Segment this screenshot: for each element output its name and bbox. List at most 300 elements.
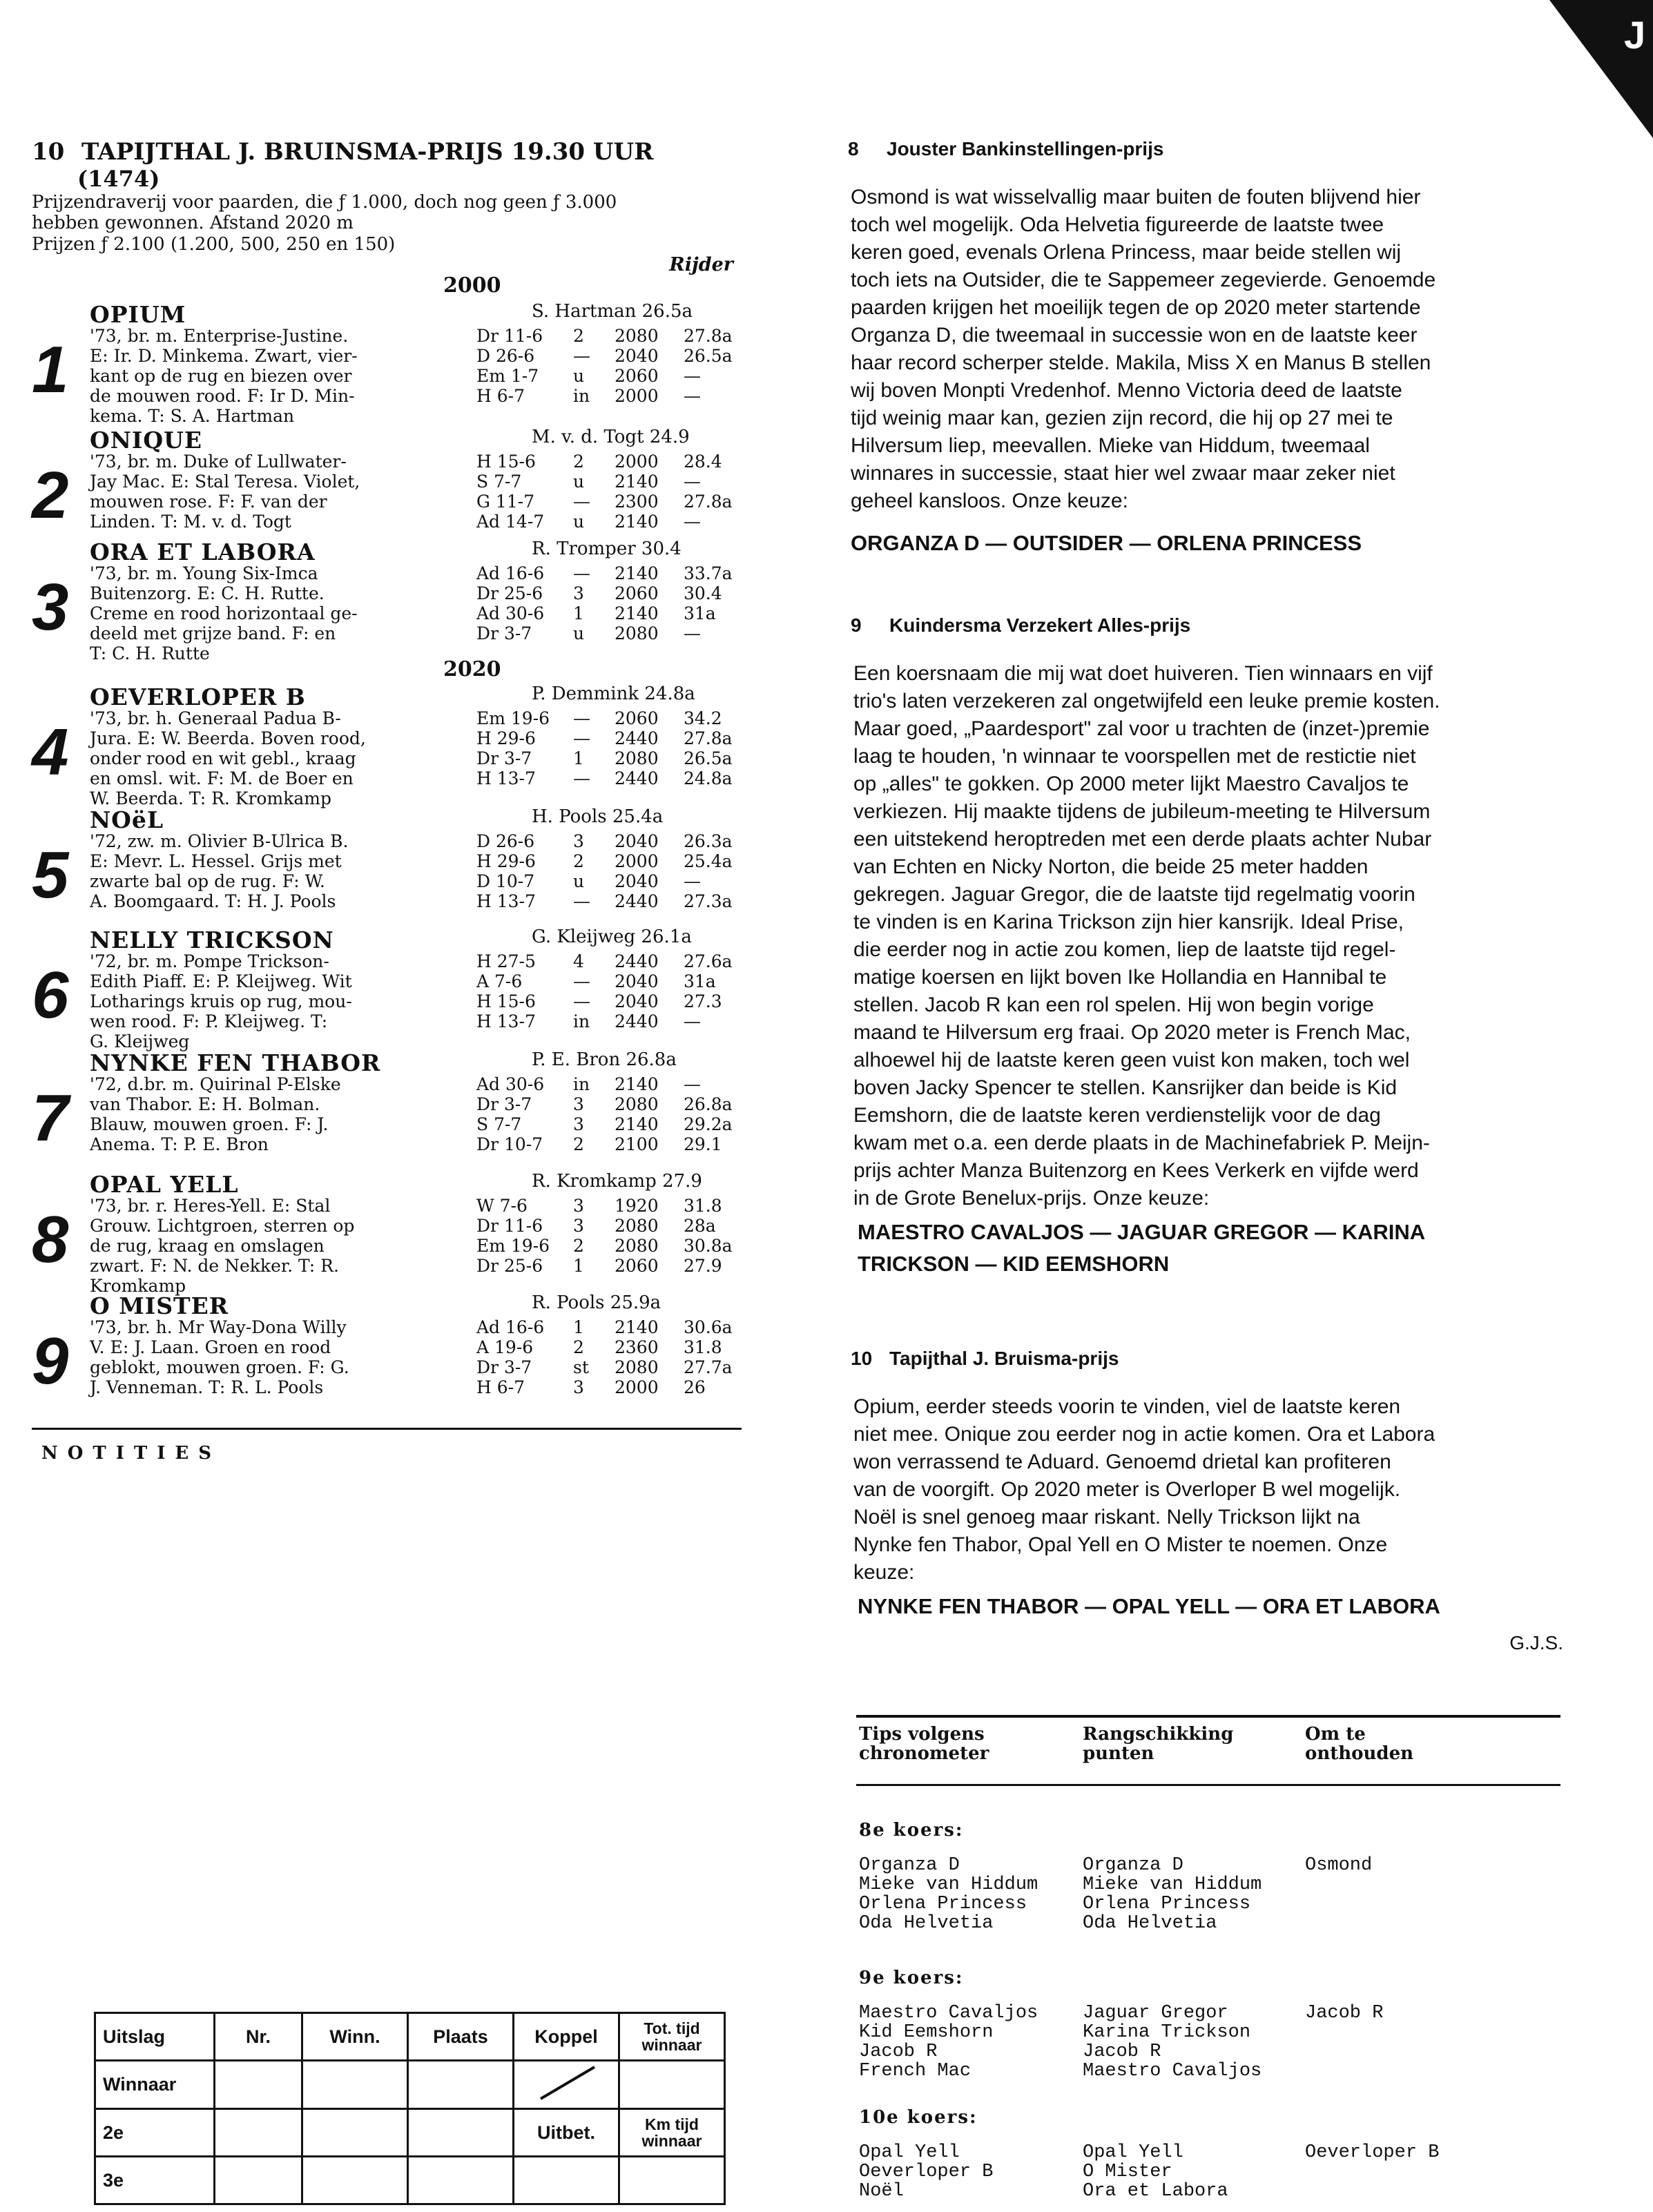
run-distance: 2140 bbox=[615, 1074, 659, 1094]
description-line: J. Venneman. T: R. L. Pools bbox=[90, 1377, 324, 1397]
text-line: in de Grote Benelux-prijs. Onze keuze: bbox=[853, 1187, 1210, 1210]
result-cell[interactable] bbox=[215, 2061, 302, 2109]
result-cell[interactable] bbox=[302, 2061, 408, 2109]
run-place: u bbox=[573, 366, 585, 386]
text-line: toch iets na Outsider, die te Sappemeer zegevierde. Genoemde bbox=[851, 269, 1436, 291]
tips-entry: Mieke van Hiddum bbox=[1083, 1874, 1262, 1895]
tip-section-text bbox=[853, 1393, 1435, 1587]
description-line: A. Boomgaard. T: H. J. Pools bbox=[90, 891, 336, 911]
run-time: 34.2 bbox=[684, 708, 722, 728]
run-time: 29.2a bbox=[684, 1114, 733, 1134]
text-line: paarden krijgen het moeilijk tegen de op 2020 meter startende bbox=[851, 296, 1421, 319]
horse-number: 8 bbox=[32, 1203, 69, 1277]
pick-line: TRICKSON — KID EEMSHORN bbox=[858, 1252, 1170, 1276]
text-line: keren goed, evenals Orlena Princess, maar beide stellen wij bbox=[851, 241, 1402, 264]
rijder-label: Rijder bbox=[669, 254, 733, 275]
run-time: 27.9 bbox=[684, 1256, 722, 1276]
text-line: alhoewel hij de laatste keren geen vuist kon maken, toch wel bbox=[853, 1049, 1410, 1071]
text-line: tijd weinig maar kan, gezien zijn record, die hij op 27 mei te bbox=[851, 407, 1393, 429]
result-km-tijd-label: Km tijd winnaar bbox=[619, 2109, 725, 2157]
run-time: 27.8a bbox=[684, 492, 733, 512]
tips-header-line: onthouden bbox=[1305, 1743, 1414, 1764]
tips-header-line: Rangschikking bbox=[1083, 1724, 1234, 1745]
run-place: 3 bbox=[573, 831, 584, 851]
run-place: 4 bbox=[573, 951, 584, 971]
run-date: Ad 30-6 bbox=[476, 603, 545, 623]
description-line: geblokt, mouwen groen. F: G. bbox=[90, 1357, 349, 1377]
result-table bbox=[94, 2012, 726, 2205]
run-date: A 7-6 bbox=[476, 971, 523, 991]
result-cell[interactable] bbox=[408, 2061, 514, 2109]
run-distance: 2080 bbox=[615, 623, 659, 643]
run-distance: 2440 bbox=[615, 768, 659, 788]
tips-entry: Oeverloper B bbox=[1305, 2142, 1440, 2163]
text-line: Opium, eerder steeds voorin te vinden, viel de laatste keren bbox=[853, 1395, 1401, 1418]
run-place: 3 bbox=[573, 1216, 584, 1236]
tip-section-text bbox=[853, 660, 1440, 1212]
description-line: '73, br. m. Enterprise-Justine. bbox=[90, 326, 349, 346]
pick-line: NYNKE FEN THABOR — OPAL YELL — ORA ET LABORA bbox=[858, 1594, 1440, 1618]
description-line: '72, d.br. m. Quirinal P-Elske bbox=[90, 1074, 341, 1094]
run-place: 3 bbox=[573, 1114, 584, 1134]
description-line: Kromkamp bbox=[90, 1276, 186, 1296]
run-date: H 15-6 bbox=[476, 452, 536, 472]
horse-description bbox=[90, 326, 483, 426]
run-row bbox=[476, 1094, 739, 1114]
horse-driver: S. Hartman 26.5a bbox=[532, 301, 693, 322]
tips-col3 bbox=[1305, 2004, 1383, 2023]
horse-name: OPIUM bbox=[90, 301, 186, 328]
description-line: Creme en rood horizontaal ge- bbox=[90, 603, 358, 623]
text-line: te vinden is en Karina Trickson zijn hier kansrijk. Ideal Prise, bbox=[853, 911, 1404, 933]
horse-driver: H. Pools 25.4a bbox=[532, 806, 664, 827]
description-line: '72, br. m. Pompe Trickson- bbox=[90, 951, 329, 971]
run-date: D 10-7 bbox=[476, 871, 535, 891]
run-date: H 13-7 bbox=[476, 768, 536, 788]
run-place: 1 bbox=[573, 1317, 584, 1337]
tips-header-chronometer bbox=[859, 1725, 989, 1763]
run-place: — bbox=[573, 891, 590, 911]
result-cell[interactable] bbox=[408, 2157, 514, 2204]
race-code: (1474) bbox=[77, 166, 160, 192]
horse-driver: R. Tromper 30.4 bbox=[532, 539, 682, 559]
run-place: — bbox=[573, 492, 590, 512]
run-place: u bbox=[573, 472, 585, 492]
text-line: kwam met o.a. een derde plaats in de Machinefabriek P. Meijn- bbox=[853, 1132, 1430, 1154]
run-row bbox=[476, 512, 739, 532]
text-line: Hilversum liep, meevallen. Mieke van Hiddum, tweemaal bbox=[851, 434, 1370, 457]
tips-col3 bbox=[1305, 1856, 1372, 1875]
run-row bbox=[476, 1216, 739, 1236]
run-distance: 2080 bbox=[615, 326, 659, 346]
run-time: — bbox=[684, 366, 701, 386]
run-place: in bbox=[573, 1011, 590, 1031]
description-line: Grouw. Lichtgroen, sterren op bbox=[90, 1216, 355, 1236]
run-time: — bbox=[684, 1011, 701, 1031]
text-line: van de voorgift. Op 2020 meter is Overloper B wel mogelijk. bbox=[853, 1478, 1401, 1501]
run-distance: 2080 bbox=[615, 1357, 659, 1377]
description-line: Buitenzorg. E: C. H. Rutte. bbox=[90, 583, 325, 603]
run-distance: 2060 bbox=[615, 708, 659, 728]
run-row bbox=[476, 452, 739, 472]
run-place: 3 bbox=[573, 1196, 584, 1216]
run-row bbox=[476, 871, 739, 891]
description-line: en omsl. wit. F: M. de Boer en bbox=[90, 768, 354, 788]
result-cell[interactable] bbox=[408, 2109, 514, 2157]
horse-number: 3 bbox=[32, 570, 69, 644]
run-date: S 7-7 bbox=[476, 472, 522, 492]
run-distance: 2140 bbox=[615, 1114, 659, 1134]
run-time: 31a bbox=[684, 971, 716, 991]
run-row bbox=[476, 1337, 739, 1357]
run-row bbox=[476, 583, 739, 603]
distance-2000-label: 2000 bbox=[443, 273, 501, 298]
run-time: — bbox=[684, 623, 701, 643]
horse-description bbox=[90, 708, 483, 808]
run-distance: 2440 bbox=[615, 951, 659, 971]
run-place: 3 bbox=[573, 1377, 584, 1397]
description-line: de rug, kraag en omslagen bbox=[90, 1236, 325, 1256]
run-distance: 1920 bbox=[615, 1196, 659, 1216]
horse-number: 7 bbox=[32, 1081, 69, 1155]
horse-runs bbox=[476, 326, 739, 406]
tip-section-number: 8 bbox=[848, 138, 859, 159]
run-time: — bbox=[684, 512, 701, 532]
tips-col2 bbox=[1083, 2143, 1228, 2201]
run-place: 1 bbox=[573, 603, 584, 623]
tips-entry: Jacob R bbox=[1083, 2041, 1161, 2062]
run-distance: 2140 bbox=[615, 603, 659, 623]
run-date: H 15-6 bbox=[476, 991, 536, 1011]
tips-entry: Jaguar Gregor bbox=[1083, 2003, 1228, 2024]
description-line: '73, br. h. Generaal Padua B- bbox=[90, 708, 341, 728]
run-place: 2 bbox=[573, 452, 584, 472]
run-time: 31.8 bbox=[684, 1196, 722, 1216]
run-time: — bbox=[684, 472, 701, 492]
horse-name: ONIQUE bbox=[90, 427, 203, 454]
run-row bbox=[476, 1236, 739, 1256]
run-distance: 2100 bbox=[615, 1134, 659, 1154]
horse-runs bbox=[476, 1074, 739, 1154]
horse-name: ORA ET LABORA bbox=[90, 539, 316, 565]
tips-entry: Mieke van Hiddum bbox=[859, 1874, 1038, 1895]
run-distance: 2140 bbox=[615, 563, 659, 583]
run-date: H 13-7 bbox=[476, 891, 536, 911]
run-place: 2 bbox=[573, 851, 584, 871]
description-line: '73, br. m. Duke of Lullwater- bbox=[90, 452, 347, 472]
tips-col2 bbox=[1083, 1856, 1262, 1933]
description-line: Jura. E: W. Beerda. Boven rood, bbox=[90, 728, 366, 748]
slash-mark bbox=[528, 2061, 604, 2103]
run-row bbox=[476, 386, 739, 406]
tip-section-heading bbox=[848, 138, 1163, 160]
run-place: in bbox=[573, 1074, 590, 1094]
run-place: u bbox=[573, 871, 585, 891]
run-row bbox=[476, 1134, 739, 1154]
text-line: Nynke fen Thabor, Opal Yell en O Mister te noemen. Onze bbox=[853, 1533, 1388, 1556]
run-date: W 7-6 bbox=[476, 1196, 528, 1216]
result-header-uitslag: Uitslag bbox=[95, 2013, 215, 2061]
run-time: 30.6a bbox=[684, 1317, 733, 1337]
run-row bbox=[476, 472, 739, 492]
run-time: 27.3 bbox=[684, 991, 722, 1011]
text-line: laag te houden, 'n winnaar te voorspellen met de restictie niet bbox=[853, 745, 1416, 768]
tips-col1 bbox=[859, 2004, 1038, 2081]
run-distance: 2000 bbox=[615, 386, 659, 406]
description-line: zwarte bal op de rug. F: W. bbox=[90, 871, 325, 891]
tip-section-pick bbox=[858, 1216, 1425, 1280]
description-line: de mouwen rood. F: Ir D. Min- bbox=[90, 386, 355, 406]
tip-section-heading bbox=[851, 1348, 1119, 1370]
run-date: D 26-6 bbox=[476, 346, 535, 366]
result-cell[interactable] bbox=[302, 2109, 408, 2157]
tips-entry: O Mister bbox=[1083, 2162, 1172, 2182]
result-cell[interactable] bbox=[619, 2157, 725, 2204]
horse-runs bbox=[476, 831, 739, 911]
result-cell[interactable] bbox=[619, 2061, 725, 2109]
result-row-2e: 2e bbox=[95, 2109, 215, 2157]
tip-section-title: Jouster Bankinstellingen-prijs bbox=[887, 138, 1164, 159]
tips-header-line: Om te bbox=[1305, 1724, 1366, 1745]
result-cell[interactable] bbox=[215, 2157, 302, 2204]
run-date: H 29-6 bbox=[476, 728, 536, 748]
horse-name: OEVERLOPER B bbox=[90, 683, 306, 710]
run-date: Dr 11-6 bbox=[476, 326, 543, 346]
conditions-line: hebben gewonnen. Afstand 2020 m bbox=[32, 213, 354, 233]
run-distance: 2060 bbox=[615, 1256, 659, 1276]
author-initials: G.J.S. bbox=[1509, 1632, 1563, 1653]
tips-entry: Maestro Cavaljos bbox=[859, 2003, 1038, 2024]
description-line: deeld met grijze band. F: en bbox=[90, 623, 336, 643]
description-line: '73, br. m. Young Six-Imca bbox=[90, 563, 318, 583]
tips-col3 bbox=[1305, 2143, 1439, 2162]
horse-description bbox=[90, 831, 483, 911]
tips-entry: Opal Yell bbox=[859, 2142, 960, 2163]
horse-runs bbox=[476, 1196, 739, 1276]
horse-runs bbox=[476, 708, 739, 788]
text-line: van Echten en Nicky Norton, die beide 25 meter hadden bbox=[853, 855, 1369, 878]
description-line: Linden. T: M. v. d. Togt bbox=[90, 512, 291, 532]
horse-number: 1 bbox=[32, 333, 69, 407]
run-date: S 7-7 bbox=[476, 1114, 522, 1134]
result-cell[interactable] bbox=[215, 2109, 302, 2157]
run-row bbox=[476, 326, 739, 346]
run-distance: 2040 bbox=[615, 971, 659, 991]
run-distance: 2040 bbox=[615, 346, 659, 366]
run-distance: 2060 bbox=[615, 583, 659, 603]
text-line: trio's laten verzekeren zal ongetwijfeld een leuke premie kosten. bbox=[853, 690, 1440, 712]
text-line: Osmond is wat wisselvallig maar buiten de fouten blijvend hier bbox=[851, 186, 1421, 208]
run-distance: 2000 bbox=[615, 452, 659, 472]
run-date: Dr 3-7 bbox=[476, 623, 532, 643]
result-header-winn: Winn. bbox=[302, 2013, 408, 2061]
run-distance: 2000 bbox=[615, 1377, 659, 1397]
text-line: Maar goed, „Paardesport" zal voor u trachten de (inzet-)premie bbox=[853, 717, 1430, 740]
run-distance: 2040 bbox=[615, 831, 659, 851]
run-row bbox=[476, 748, 739, 768]
race-header bbox=[32, 138, 743, 166]
run-place: 2 bbox=[573, 1337, 584, 1357]
run-distance: 2080 bbox=[615, 748, 659, 768]
run-time: 25.4a bbox=[684, 851, 733, 871]
run-row bbox=[476, 1011, 739, 1031]
text-line: gekregen. Jaguar Gregor, die de laatste tijd regelmatig voorin bbox=[853, 883, 1415, 906]
result-header-nr: Nr. bbox=[215, 2013, 302, 2061]
result-row-winnaar: Winnaar bbox=[95, 2061, 215, 2109]
text-line: wij boven Monpti Vredenhof. Menno Victoria deed de laatste bbox=[851, 379, 1402, 402]
tips-header-onthouden bbox=[1305, 1725, 1413, 1763]
horse-runs bbox=[476, 951, 739, 1031]
run-date: Dr 3-7 bbox=[476, 748, 532, 768]
text-line: prijs achter Manza Buitenzorg en Kees Verkerk en vijfde werd bbox=[853, 1159, 1419, 1182]
description-line: '73, br. r. Heres-Yell. E: Stal bbox=[90, 1196, 331, 1216]
run-row bbox=[476, 708, 739, 728]
horse-number: 2 bbox=[32, 458, 69, 532]
text-line: maand te Hilversum erg fraai. Op 2020 meter is French Mac, bbox=[853, 1021, 1411, 1044]
run-time: 30.8a bbox=[684, 1236, 733, 1256]
run-time: 31a bbox=[684, 603, 716, 623]
description-line: G. Kleijweg bbox=[90, 1031, 190, 1051]
description-line: zwart. F: N. de Nekker. T: R. bbox=[90, 1256, 339, 1276]
tips-entry: Karina Trickson bbox=[1083, 2022, 1251, 2043]
koers-label: 10e koers: bbox=[859, 2107, 978, 2128]
horse-number: 6 bbox=[32, 958, 69, 1032]
tips-entry: Oeverloper B bbox=[859, 2162, 994, 2182]
run-date: H 27-5 bbox=[476, 951, 536, 971]
run-date: Dr 25-6 bbox=[476, 583, 543, 603]
run-time: 26.3a bbox=[684, 831, 733, 851]
run-date: Ad 30-6 bbox=[476, 1074, 545, 1094]
koers-label: 9e koers: bbox=[859, 1968, 964, 1988]
run-row bbox=[476, 951, 739, 971]
run-place: — bbox=[573, 768, 590, 788]
run-place: 3 bbox=[573, 1094, 584, 1114]
run-time: — bbox=[684, 386, 701, 406]
result-cell[interactable] bbox=[514, 2157, 619, 2204]
run-date: A 19-6 bbox=[476, 1337, 534, 1357]
tips-entry: Jacob R bbox=[859, 2041, 938, 2062]
run-time: 29.1 bbox=[684, 1134, 722, 1154]
run-distance: 2140 bbox=[615, 1317, 659, 1337]
tip-section-number: 9 bbox=[851, 614, 862, 636]
run-date: Dr 3-7 bbox=[476, 1094, 532, 1114]
tips-header-rule bbox=[856, 1784, 1560, 1786]
pick-line: MAESTRO CAVALJOS — JAGUAR GREGOR — KARINA bbox=[858, 1220, 1426, 1244]
description-line: T: C. H. Rutte bbox=[90, 643, 210, 663]
horse-name: NYNKE FEN THABOR bbox=[90, 1049, 381, 1076]
run-time: 24.8a bbox=[684, 768, 733, 788]
run-date: H 29-6 bbox=[476, 851, 536, 871]
run-row bbox=[476, 1377, 739, 1397]
run-time: 26.8a bbox=[684, 1094, 733, 1114]
tips-entry: Oda Helvetia bbox=[1083, 1913, 1217, 1934]
run-place: — bbox=[573, 346, 590, 366]
tip-section-text bbox=[851, 184, 1436, 515]
run-time: 33.7a bbox=[684, 563, 733, 583]
run-date: Em 19-6 bbox=[476, 708, 550, 728]
horse-driver: G. Kleijweg 26.1a bbox=[532, 926, 692, 947]
run-distance: 2440 bbox=[615, 728, 659, 748]
tips-header-line: chronometer bbox=[859, 1743, 989, 1764]
description-line: Edith Piaff. E: P. Kleijweg. Wit bbox=[90, 971, 352, 991]
tips-entry: Jacob R bbox=[1305, 2003, 1384, 2024]
text-line: Noël is snel genoeg maar riskant. Nelly Trickson lijkt na bbox=[853, 1506, 1360, 1529]
run-place: 1 bbox=[573, 748, 584, 768]
result-header-plaats: Plaats bbox=[408, 2013, 514, 2061]
conditions-line: Prijzendraverij voor paarden, die ƒ 1.000, doch nog geen ƒ 3.000 bbox=[32, 192, 617, 213]
horse-name: NELLY TRICKSON bbox=[90, 926, 334, 953]
run-row bbox=[476, 623, 739, 643]
run-distance: 2140 bbox=[615, 472, 659, 492]
text-line: winnares in successie, staat hier wel zwaar maar zeker niet bbox=[851, 462, 1395, 485]
race-card bbox=[32, 138, 743, 1398]
tips-col2 bbox=[1083, 2004, 1262, 2081]
description-line: Lotharings kruis op rug, mou- bbox=[90, 991, 352, 1011]
run-time: 26 bbox=[684, 1377, 706, 1397]
text-line: niet mee. Onique zou eerder nog in actie komen. Ora et Labora bbox=[853, 1423, 1436, 1446]
run-distance: 2000 bbox=[615, 851, 659, 871]
run-row bbox=[476, 1317, 739, 1337]
run-time: 26.5a bbox=[684, 346, 733, 366]
run-time: 27.7a bbox=[684, 1357, 733, 1377]
run-distance: 2440 bbox=[615, 1011, 659, 1031]
run-row bbox=[476, 492, 739, 512]
run-date: Dr 25-6 bbox=[476, 1256, 543, 1276]
run-distance: 2300 bbox=[615, 492, 659, 512]
tips-header-line: punten bbox=[1083, 1743, 1154, 1764]
text-line: Een koersnaam die mij wat doet huiveren. Tien winnaars en vijf bbox=[853, 662, 1433, 685]
notities-heading: NOTITIES bbox=[41, 1443, 222, 1464]
horse-number: 9 bbox=[32, 1324, 69, 1398]
tip-section-title: Tapijthal J. Bruisma-prijs bbox=[889, 1348, 1119, 1369]
run-date: D 26-6 bbox=[476, 831, 535, 851]
description-line: onder rood en wit gebl., kraag bbox=[90, 748, 356, 768]
run-row bbox=[476, 366, 739, 386]
tips-entry: Opal Yell bbox=[1083, 2142, 1183, 2163]
run-distance: 2360 bbox=[615, 1337, 659, 1357]
tip-section-pick bbox=[858, 1591, 1440, 1622]
description-line: kema. T: S. A. Hartman bbox=[90, 406, 295, 426]
notities-divider bbox=[32, 1428, 742, 1430]
horse-number: 4 bbox=[32, 715, 69, 789]
run-row bbox=[476, 346, 739, 366]
run-place: — bbox=[573, 708, 590, 728]
run-time: 27.3a bbox=[684, 891, 733, 911]
run-row bbox=[476, 768, 739, 788]
description-line: van Thabor. E: H. Bolman. bbox=[90, 1094, 320, 1114]
run-row bbox=[476, 1357, 739, 1377]
run-date: H 6-7 bbox=[476, 1377, 525, 1397]
horse-driver: R. Pools 25.9a bbox=[532, 1292, 661, 1313]
horse-runs bbox=[476, 563, 739, 643]
run-distance: 2080 bbox=[615, 1236, 659, 1256]
description-line: kant op de rug en biezen over bbox=[90, 366, 352, 386]
run-date: Ad 16-6 bbox=[476, 1317, 545, 1337]
run-time: 28.4 bbox=[684, 452, 722, 472]
tips-entry: Ora et Labora bbox=[1083, 2181, 1228, 2202]
race-prizes: Prijzen ƒ 2.100 (1.200, 500, 250 en 150) bbox=[32, 234, 396, 255]
result-cell[interactable] bbox=[302, 2157, 408, 2204]
horse-name: OPAL YELL bbox=[90, 1171, 239, 1198]
horse-name: NOëL bbox=[90, 806, 164, 833]
run-row bbox=[476, 603, 739, 623]
run-distance: 2080 bbox=[615, 1216, 659, 1236]
race-number: 10 bbox=[32, 138, 65, 166]
run-date: H 13-7 bbox=[476, 1011, 536, 1031]
description-line: V. E: J. Laan. Groen en rood bbox=[90, 1337, 331, 1357]
tips-entry: Noël bbox=[859, 2181, 904, 2202]
horse-description bbox=[90, 951, 483, 1051]
